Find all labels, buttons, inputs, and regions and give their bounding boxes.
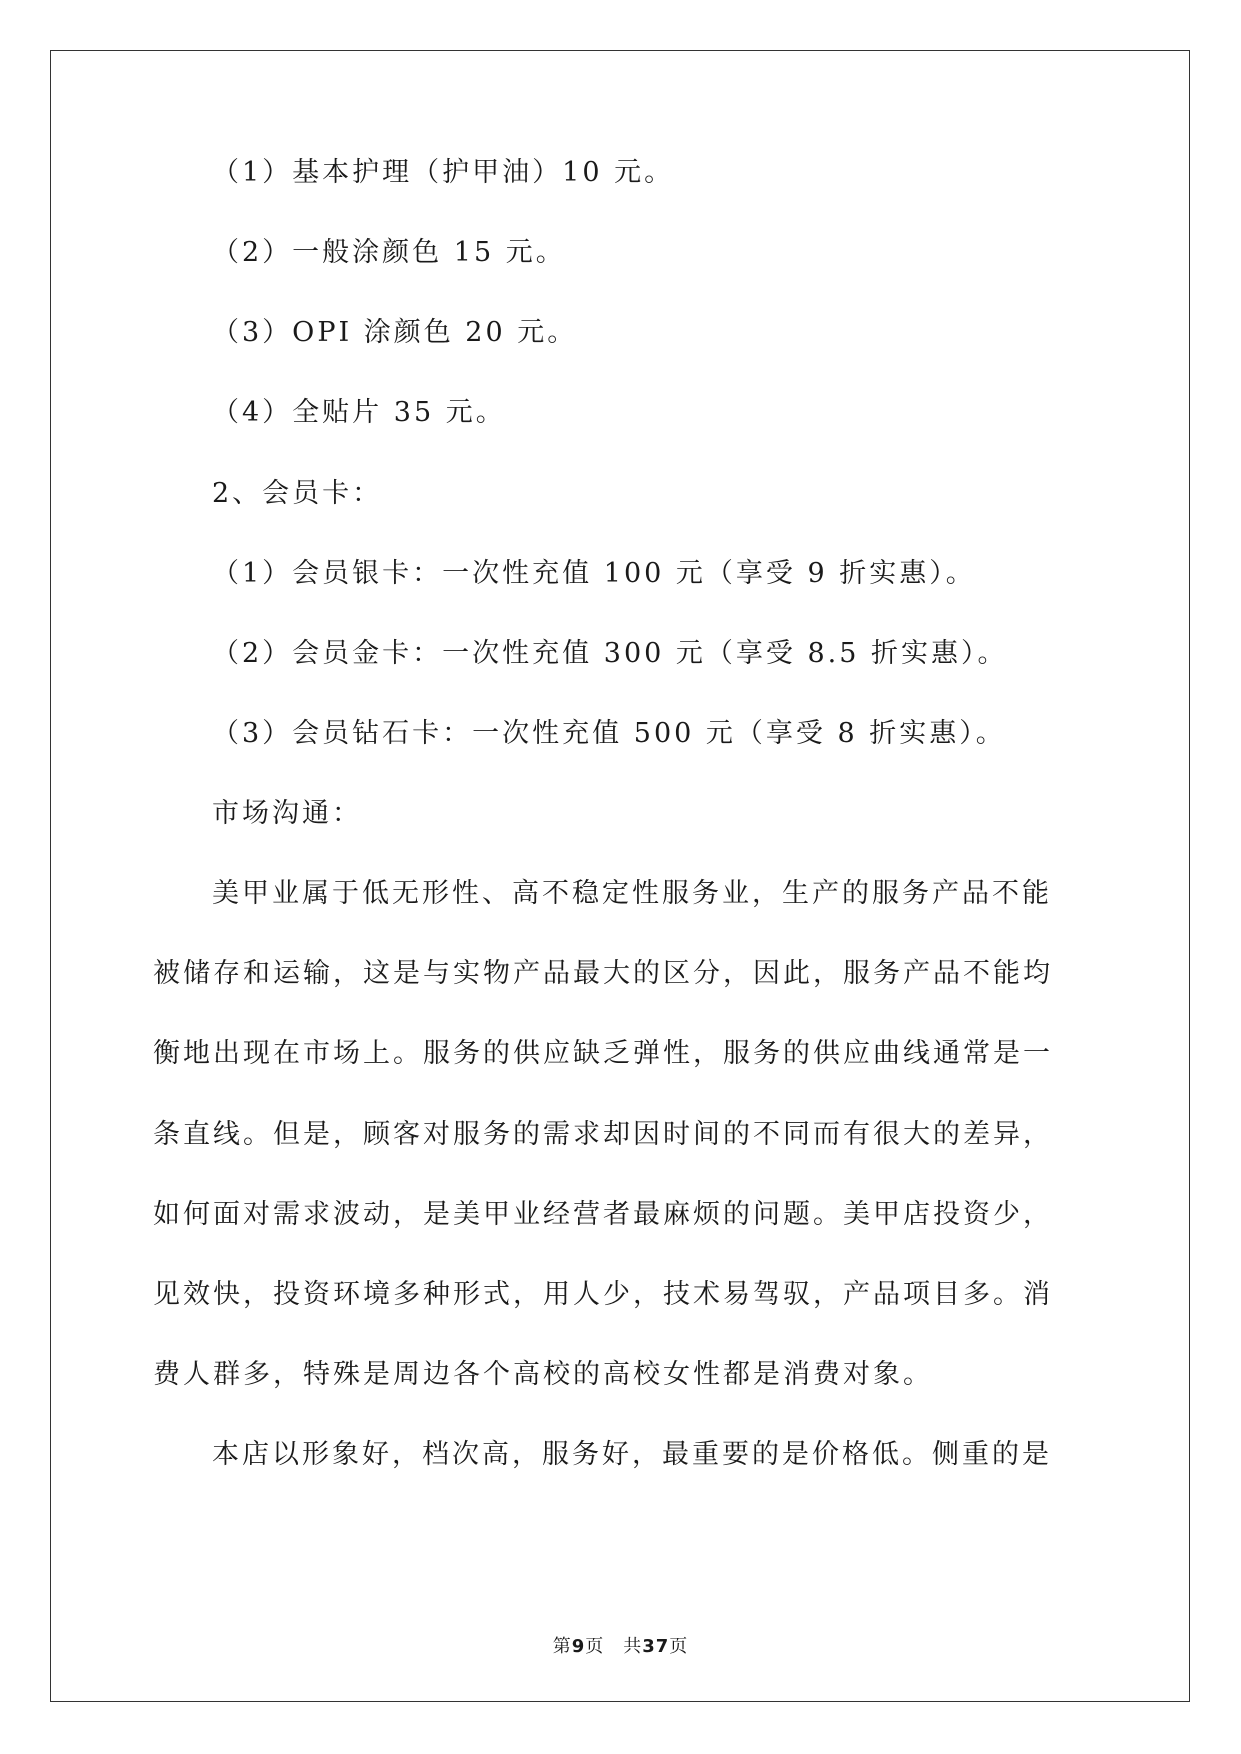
price-item-full-tips: （4）全贴片 35 元。 (212, 397, 506, 428)
price-item-basic-care: （1）基本护理（护甲油）10 元。 (212, 157, 675, 188)
page-footer (0, 1635, 1241, 1659)
section-heading-membership: 2、会员卡： (212, 478, 383, 509)
paragraph-line: 费人群多，特殊是周边各个高校的高校女性都是消费对象。 (153, 1359, 933, 1390)
paragraph-line: 美甲业属于低无形性、高不稳定性服务业，生产的服务产品不能 (212, 878, 1052, 909)
paragraph-line: 条直线。但是，顾客对服务的需求却因时间的不同而有很大的差异， (153, 1119, 1053, 1150)
footer-current-page: 9 (571, 1636, 586, 1657)
paragraph-line: 本店以形象好，档次高，服务好，最重要的是价格低。侧重的是 (212, 1439, 1052, 1470)
paragraph-line: 衡地出现在市场上。服务的供应缺乏弹性，服务的供应曲线通常是一 (153, 1038, 1053, 1069)
paragraph-line: 被储存和运输，这是与实物产品最大的区分，因此，服务产品不能均 (153, 958, 1053, 989)
footer-middle: 页 共 (585, 1636, 643, 1657)
membership-gold-card: （2）会员金卡：一次性充值 300 元（享受 8.5 折实惠）。 (212, 638, 1008, 669)
price-item-general-color: （2）一般涂颜色 15 元。 (212, 237, 566, 268)
paragraph-line: 见效快，投资环境多种形式，用人少，技术易驾驭，产品项目多。消 (153, 1279, 1053, 1310)
footer-total-pages: 37 (642, 1636, 670, 1657)
paragraph-line: 如何面对需求波动，是美甲业经营者最麻烦的问题。美甲店投资少， (153, 1199, 1053, 1230)
footer-prefix: 第 (552, 1636, 572, 1657)
price-item-opi-color: （3）OPI 涂颜色 20 元。 (212, 317, 578, 348)
footer-suffix: 页 (669, 1636, 689, 1657)
membership-diamond-card: （3）会员钻石卡：一次性充值 500 元（享受 8 折实惠）。 (212, 718, 1006, 749)
section-heading-market: 市场沟通： (212, 798, 362, 829)
membership-silver-card: （1）会员银卡：一次性充值 100 元（享受 9 折实惠）。 (212, 558, 976, 589)
